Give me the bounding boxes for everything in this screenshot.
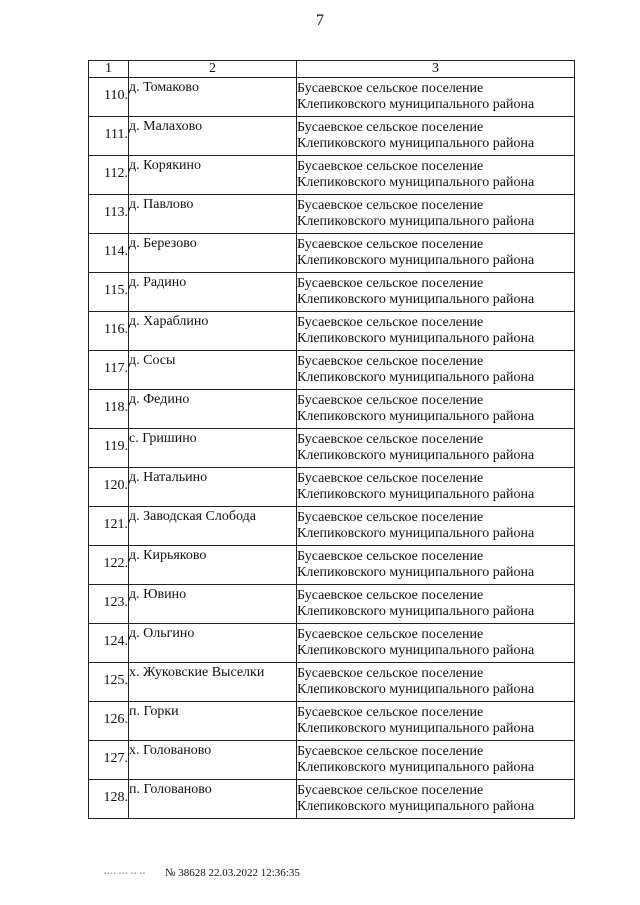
table-row: [89, 507, 575, 546]
row-number: 118.: [104, 400, 128, 415]
municipality-cell: [297, 234, 575, 273]
table-row: [89, 234, 575, 273]
municipality-name: Бусаевское сельское поселение Клепиковского муниципального района: [297, 159, 535, 190]
settlement-name-cell: [129, 741, 297, 780]
settlements-table: [88, 60, 575, 819]
table-row: [89, 546, 575, 585]
settlement-name-cell: [129, 351, 297, 390]
municipality-name: Бусаевское сельское поселение Клепиковского муниципального района: [297, 471, 535, 502]
row-number-cell: [89, 273, 129, 312]
row-number-cell: [89, 780, 129, 819]
table-row: [89, 273, 575, 312]
table-row: [89, 702, 575, 741]
row-number: 126.: [103, 712, 128, 727]
row-number: 121.: [103, 517, 128, 532]
settlement-name-cell: [129, 429, 297, 468]
table-row: [89, 585, 575, 624]
registration-stamp: № 38628 22.03.2022 12:36:35: [165, 867, 300, 879]
row-number: 119.: [104, 439, 128, 454]
row-number: 114.: [104, 244, 128, 259]
municipality-name: Бусаевское сельское поселение Клепиковского муниципального района: [297, 393, 535, 424]
row-number-cell: [89, 585, 129, 624]
municipality-name: Бусаевское сельское поселение Клепиковского муниципального района: [297, 666, 535, 697]
municipality-cell: [297, 429, 575, 468]
page-number: 7: [316, 12, 324, 29]
settlement-name: д. Хараблино: [129, 314, 209, 329]
settlement-name: х. Голованово: [129, 743, 212, 758]
settlement-name-cell: [129, 780, 297, 819]
row-number-cell: [89, 546, 129, 585]
settlement-name: д. Корякино: [129, 158, 201, 173]
row-number-cell: [89, 507, 129, 546]
municipality-cell: [297, 702, 575, 741]
municipality-name: Бусаевское сельское поселение Клепиковского муниципального района: [297, 627, 535, 658]
settlement-name: д. Ювино: [129, 587, 187, 602]
municipality-cell: [297, 117, 575, 156]
row-number: 128.: [103, 790, 128, 805]
municipality-cell: [297, 390, 575, 429]
table-row: [89, 117, 575, 156]
settlement-name: д. Радино: [129, 275, 187, 290]
municipality-name: Бусаевское сельское поселение Клепиковского муниципального района: [297, 549, 535, 580]
settlement-name-cell: [129, 78, 297, 117]
settlement-name-cell: [129, 312, 297, 351]
settlement-name-cell: [129, 390, 297, 429]
row-number: 124.: [103, 634, 128, 649]
municipality-name: Бусаевское сельское поселение Клепиковского муниципального района: [297, 588, 535, 619]
column-header: 2: [129, 61, 297, 78]
row-number-cell: [89, 741, 129, 780]
settlement-name-cell: [129, 507, 297, 546]
row-number: 115.: [104, 283, 128, 298]
municipality-name: Бусаевское сельское поселение Клепиковского муниципального района: [297, 315, 535, 346]
row-number: 117.: [104, 361, 128, 376]
municipality-cell: [297, 663, 575, 702]
settlement-name-cell: [129, 195, 297, 234]
settlement-name-cell: [129, 663, 297, 702]
settlement-name: с. Гришино: [129, 431, 197, 446]
table-row: [89, 429, 575, 468]
settlement-name: д. Заводская Слобода: [129, 509, 256, 524]
settlement-name: д. Федино: [129, 392, 190, 407]
row-number: 113.: [104, 205, 128, 220]
settlement-name: п. Голованово: [129, 782, 212, 797]
table-row: [89, 78, 575, 117]
row-number-cell: [89, 117, 129, 156]
row-number-cell: [89, 390, 129, 429]
municipality-name: Бусаевское сельское поселение Клепиковского муниципального района: [297, 744, 535, 775]
row-number-cell: [89, 156, 129, 195]
settlement-name: д. Малахово: [129, 119, 203, 134]
municipality-cell: [297, 156, 575, 195]
table-row: [89, 195, 575, 234]
municipality-name: Бусаевское сельское поселение Клепиковского муниципального района: [297, 432, 535, 463]
row-number: 111.: [104, 127, 128, 142]
row-number-cell: [89, 312, 129, 351]
municipality-cell: [297, 624, 575, 663]
municipality-cell: [297, 78, 575, 117]
row-number-cell: [89, 429, 129, 468]
municipality-name: Бусаевское сельское поселение Клепиковского муниципального района: [297, 354, 535, 385]
table-row: [89, 468, 575, 507]
municipality-name: Бусаевское сельское поселение Клепиковского муниципального района: [297, 276, 535, 307]
row-number-cell: [89, 195, 129, 234]
row-number-cell: [89, 624, 129, 663]
municipality-name: Бусаевское сельское поселение Клепиковского муниципального района: [297, 81, 535, 112]
table-header-row: [89, 61, 575, 78]
settlement-name-cell: [129, 273, 297, 312]
municipality-cell: [297, 195, 575, 234]
settlement-name-cell: [129, 234, 297, 273]
municipality-name: Бусаевское сельское поселение Клепиковского муниципального района: [297, 198, 535, 229]
municipality-name: Бусаевское сельское поселение Клепиковского муниципального района: [297, 510, 535, 541]
municipality-name: Бусаевское сельское поселение Клепиковского муниципального района: [297, 120, 535, 151]
municipality-cell: [297, 468, 575, 507]
municipality-name: Бусаевское сельское поселение Клепиковского муниципального района: [297, 783, 535, 814]
municipality-cell: [297, 585, 575, 624]
municipality-name: Бусаевское сельское поселение Клепиковского муниципального района: [297, 705, 535, 736]
row-number-cell: [89, 663, 129, 702]
row-number-cell: [89, 468, 129, 507]
municipality-name: Бусаевское сельское поселение Клепиковского муниципального района: [297, 237, 535, 268]
row-number: 122.: [103, 556, 128, 571]
row-number: 127.: [103, 751, 128, 766]
settlement-name: х. Жуковские Выселки: [129, 665, 265, 680]
settlement-name-cell: [129, 156, 297, 195]
column-header: 3: [297, 61, 575, 78]
settlement-name: д. Сосы: [129, 353, 176, 368]
settlement-name-cell: [129, 117, 297, 156]
faint-scan-mark: ▪▪▪▪ ▪▪▪ ▪▪ ▪▪: [104, 871, 146, 877]
settlement-name-cell: [129, 585, 297, 624]
table-row: [89, 312, 575, 351]
settlement-name-cell: [129, 468, 297, 507]
settlement-name: д. Ольгино: [129, 626, 195, 641]
table-row: [89, 780, 575, 819]
row-number: 110.: [104, 88, 128, 103]
row-number-cell: [89, 702, 129, 741]
table-row: [89, 624, 575, 663]
settlement-name-cell: [129, 546, 297, 585]
municipality-cell: [297, 546, 575, 585]
row-number: 116.: [104, 322, 128, 337]
row-number: 120.: [103, 478, 128, 493]
municipality-cell: [297, 273, 575, 312]
row-number: 125.: [103, 673, 128, 688]
municipality-cell: [297, 351, 575, 390]
settlement-name-cell: [129, 624, 297, 663]
settlement-name: д. Березово: [129, 236, 197, 251]
row-number-cell: [89, 234, 129, 273]
municipality-cell: [297, 741, 575, 780]
settlement-name: д. Павлово: [129, 197, 194, 212]
row-number: 112.: [104, 166, 128, 181]
settlement-name-cell: [129, 702, 297, 741]
settlement-name: д. Кирьяково: [129, 548, 207, 563]
municipality-cell: [297, 507, 575, 546]
municipality-cell: [297, 312, 575, 351]
table-row: [89, 390, 575, 429]
row-number-cell: [89, 78, 129, 117]
table-row: [89, 156, 575, 195]
row-number: 123.: [103, 595, 128, 610]
table-row: [89, 351, 575, 390]
settlement-name: п. Горки: [129, 704, 179, 719]
table-row: [89, 663, 575, 702]
settlement-name: д. Натальино: [129, 470, 208, 485]
table-row: [89, 741, 575, 780]
municipality-cell: [297, 780, 575, 819]
column-header: 1: [89, 61, 129, 78]
settlement-name: д. Томаково: [129, 80, 199, 95]
row-number-cell: [89, 351, 129, 390]
